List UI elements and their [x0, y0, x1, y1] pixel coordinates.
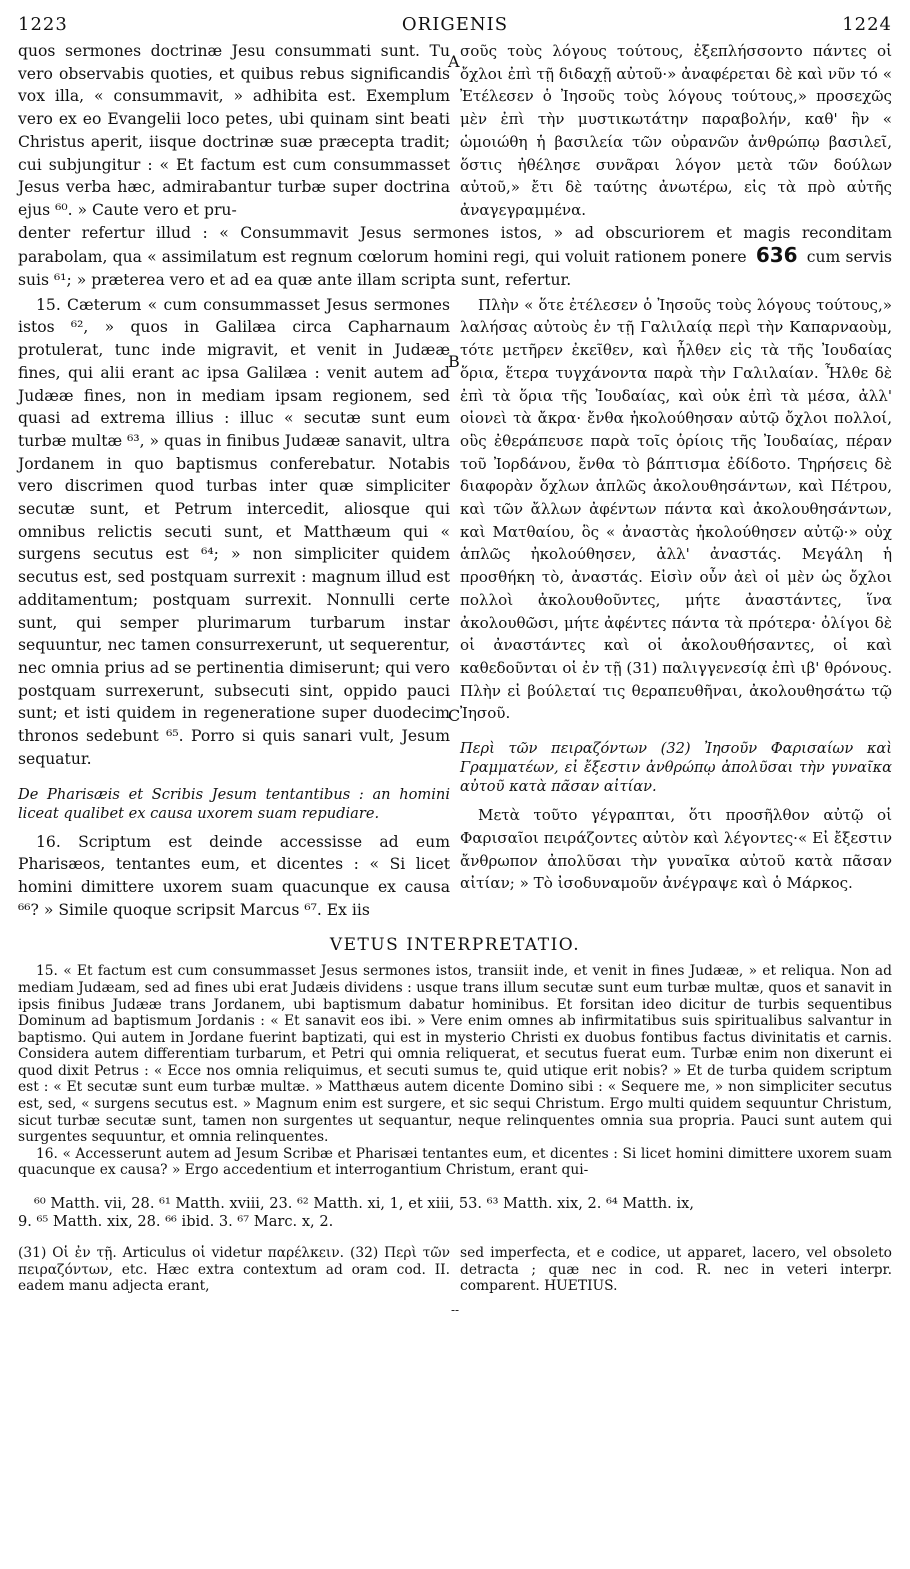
latin-column-top [18, 40, 450, 222]
greek-text-top: σοῦς τοὺς λόγους τούτους, ἐξεπλήσσοντο πάντες οἱ ὄχλοι ἐπὶ τῇ διδαχῇ αὐτοῦ·» ἀναφέρεται δὲ καὶ νῦν τό « Ἐτέλεσεν ὁ Ἰησοῦς τοὺς λόγους τούτους,» προσεχῶς μὲν ἐπὶ τὴν μυστικωτάτην παραβολήν, καθ' ἣν « ὡμοιώθη ἡ βασιλεία τῶν οὐρανῶν ἀνθρώπῳ βασιλεῖ, ὅστις ἠθέλησε συνᾶραι λόγον μετὰ τῶν δούλων αὐτοῦ,» ἔτι δὲ ταύτης ἀνωτέρω, εἰς τὰ πρὸ αὐτῆς ἀναγεγραμμένα. [460, 42, 892, 219]
vetus-interpretatio-title: VETUS INTERPRETATIO. [329, 935, 581, 956]
bottom-mark: -- [450, 1302, 460, 1317]
vetus-paragraph-16: 16. « Accesserunt autem ad Jesum Scribæ et Pharisæi tentantes eum, et dicentes : Si licet homini dimittere uxorem suam quacunque ex causa? » Ergo accedentium et interrogantium Christum, erant qui- [18, 1145, 892, 1179]
greek-column-15 [460, 294, 892, 922]
full-width-latin-part2: cum servis suis ⁶¹; » præterea vero et ad ea quæ ante illam scripta sunt, refertur. [18, 248, 892, 290]
vetus-interpretatio-text [18, 963, 892, 1179]
margin-letter-c: C [448, 706, 461, 725]
footnotes [18, 1195, 892, 1231]
greek-section-15: Πλὴν « ὅτε ἐτέλεσεν ὁ Ἰησοῦς τοὺς λόγους τούτους,» λαλήσας αὐτοὺς ἐν τῇ Γαλιλαίᾳ περὶ τὴν Καπαρναοὺμ, τότε μετῆρεν ἐκεῖθεν, καὶ ἦλθεν εἰς τὰ τῆς Ἰουδαίας ὅρια, ἕτερα τυγχάνοντα παρὰ τὴν Γαλιλαίαν. Ἦλθε δὲ ἐπὶ τὰ ὅρια τῆς Ἰουδαίας, καὶ οὐκ ἐπὶ τὰ μέσα, ἀλλ' οἱονεὶ τὰ ἄκρα· ἔνθα ἠκολούθησαν αὐτῷ ὄχλοι πολλοί, οὓς ἐθεράπευσε παρὰ τοῖς ὁρίοις τῆς Ἰουδαίας, πέραν τοῦ Ἰορδάνου, ἔνθα τὸ βάπτισμα ἐδίδοτο. Τηρήσεις δὲ διαφορὰν ὄχλων ἁπλῶς ἀκολουθησάντων, καὶ Πέτρου, καὶ τῶν ἄλλων ἀφέντων πάντα καὶ ἀκολουθησάντων, καὶ Ματθαίου, ὃς « ἀναστὰς ἠκολούθησεν αὐτῷ·» οὐχ ἁπλῶς ἠκολούθησεν, ἀλλ' ἀναστάς. Μεγάλη ἡ προσθήκη τὸ, ἀναστάς. Εἰσὶν οὖν ἀεὶ οἱ μὲν ὡς ὄχλοι πολλοὶ ἀκολουθοῦντες, μήτε ἀναστάντες, ἵνα ἀκολουθῶσι, μήτε ἀφέντες πάντα τὰ πρότερα· ὀλίγοι δὲ οἱ ἀναστάντες καὶ οἱ ἀκολουθήσαντες, οἱ καὶ καθεδοῦνται οἱ ἐν τῇ (31) παλιγγενεσίᾳ ἐπὶ ιβ' θρόνους. Πλὴν εἰ βούλεταί τις θεραπευθῆναι, ἀκολουθησάτω τῷ Ἰησοῦ. [460, 295, 892, 723]
section15-columns [18, 294, 892, 922]
latin-column-15 [18, 294, 450, 922]
latin-subtitle: De Pharisæis et Scribis Jesum tentantibus : an homini liceat qualibet ex causa uxorem suam repudiare. [18, 785, 450, 822]
editor-notes-left [18, 1245, 450, 1295]
full-width-latin [18, 222, 892, 292]
page-number-right: 1224 [842, 14, 892, 35]
editor-notes-right [460, 1245, 892, 1295]
editor-note-left-text: (31) Οἱ ἐν τῇ. Articulus οἱ videtur παρέλκειν. (32) Περὶ τῶν πειραζόντων, etc. Hæc extra contextum ad oram cod. II. eadem manu adjecta erant, [18, 1245, 450, 1295]
vetus-paragraph-15: 15. « Et factum est cum consummasset Jesus sermones istos, transiit inde, et venit in fines Judææ, » et reliqua. Non ad mediam Judæam, sed ad fines ubi erat Judæis dividens : usque trans illum secutæ sunt eum turbæ multæ, quos et sanavit in ipsis finibus Judææ trans Jordanem, ubi baptismum dabatur hominibus. Et forsitan ideo dicitur de turbis sequentibus Dominum ad baptismum Jordanis : « Et sanavit eos ibi. » Vere enim omnes ab infirmitatibus suis spiritualibus salvantur in baptismo. Qui autem in Jordane fuerint baptizati, qui est in mysterio Christi ex duobus fontibus factus divinitatis et carnis. Considera autem differentiam turbarum, et Petri qui omnia reliquerat, et secutus fuerat eum. Turbæ enim non dixerunt ei quod dixit Petrus : « Ecce nos omnia reliquimus, et secuti sumus te, quid utique erit nobis? » Et de turba quidem scriptum est : « Et secutæ sunt eum turbæ multæ. » Matthæus autem dicente Domino sibi : « Sequere me, » non simpliciter secutus est, sed, « surgens secutus est. » Magnum enim est surgere, et sic sequi Christum. Ergo multi quidem sequuntur Christum, sicut turbæ secutæ sunt, tamen non surgentes ut sequantur, neque relinquentes omnia sua propria. Pauci sunt autem qui surgentes sequuntur, et omnia relinquentes. [18, 963, 892, 1146]
greek-column-top [460, 40, 892, 222]
latin-text-top: quos sermones doctrinæ Jesu consummati sunt. Tu vero observabis quoties, et quibus rebus significandis vox illa, « consummavit, » adhibita est. Exemplum vero ex eo Evangelii loco petes, ubi quinam sint beati Christus aperit, iisque doctrinæ suæ præcepta tradit; cui subjungitur : « Et factum est cum consummasset Jesus verba hæc, admirabantur turbæ super doctrina ejus ⁶⁰. » Caute vero et pru- [18, 42, 450, 219]
footnote-line-2: 9. ⁶⁵ Matth. xix, 28. ⁶⁶ ibid. 3. ⁶⁷ Marc. x, 2. [18, 1213, 334, 1231]
full-width-latin-part1: denter refertur illud : « Consummavit Jesus sermones istos, » ad obscuriorem et magis reconditam parabolam, qua « assimilatum est regnum cœlorum homini regi, qui voluit rationem ponere [18, 223, 892, 267]
greek-section-16: Μετὰ τοῦτο γέγραπται, ὅτι προσῆλθον αὐτῷ οἱ Φαρισαῖοι πειράζοντες αὐτὸν καὶ λέγοντες·« Εἰ ἔξεστιν ἄνθρωπον ἀπολῦσαι τὴν γυναῖκα αὐτοῦ κατὰ πᾶσαν αἰτίαν; » Τὸ ἰσοδυναμοῦν ἀνέγραψε καὶ ὁ Μάρκος. [460, 806, 892, 893]
editor-note-right-text: sed imperfecta, et e codice, ut apparet, lacero, vel obsoleto detracta ; quæ nec in cod. R. nec in veteri interpr. comparent. HUETIUS. [460, 1245, 892, 1295]
margin-letter-a: A [448, 52, 460, 71]
page [18, 14, 892, 1317]
latin-section-16: 16. Scriptum est deinde accessisse ad eum Pharisæos, tentantes eum, et dicentes : « Si licet homini dimittere uxorem suam quacunque ex causa ⁶⁶? » Simile quoque scripsit Marcus ⁶⁷. Ex iis [18, 832, 450, 919]
column-number-636: 636 [755, 243, 798, 268]
editor-notes [18, 1245, 892, 1295]
footnote-line-1: ⁶⁰ Matth. vii, 28. ⁶¹ Matth. xviii, 23. ⁶² Matth. xi, 1, et xiii, 53. ⁶³ Matth. xix, 2. ⁶⁴ Matth. ix, [34, 1195, 694, 1213]
page-number-left: 1223 [18, 14, 68, 35]
running-header [18, 14, 892, 40]
running-title: ORIGENIS [401, 14, 509, 35]
latin-section-15: 15. Cæterum « cum consummasset Jesus sermones istos ⁶², » quos in Galilæa circa Capharnaum protulerat, tunc inde migravit, et venit in Judææ fines, qui alii erant ac ipsa Galilæa : venit autem ad Judææ fines, non in mediam ipsam regionem, sed quasi ad extrema illius : illuc « secutæ sunt eum turbæ multæ ⁶³, » quas in finibus Judææ sanavit, ultra Jordanem in quo baptismus conferebatur. Notabis vero discrimen quod turbas inter quæ simpliciter secutæ sunt, et Petrum intercedit, aliosque qui omnibus relictis secuti sunt, et Matthæum qui « surgens secutus est ⁶⁴; » non simpliciter quidem secutus est, sed postquam surrexit : magnum illud est additamentum; postquam surrexit. Nonnulli certe sunt, qui semper plurimarum turbarum instar sequuntur, nec tamen consurrexerunt, ut sequerentur, nec omnia prius ad se pertinentia dimiserunt; qui vero postquam surrexerunt, subsecuti sint, oppido pauci sunt; et isti quidem in regeneratione super duodecim thronos sedebunt ⁶⁵. Porro si quis sanari vult, Jesum sequatur. [18, 295, 450, 768]
greek-subtitle: Περὶ τῶν πειραζόντων (32) Ἰησοῦν Φαρισαίων καὶ Γραμματέων, εἰ ἔξεστιν ἀνθρώπῳ ἀπολῦσαι τὴν γυναῖκα αὐτοῦ κατὰ πᾶσαν αἰτίαν. [460, 740, 892, 796]
margin-letter-b: B [448, 352, 460, 371]
